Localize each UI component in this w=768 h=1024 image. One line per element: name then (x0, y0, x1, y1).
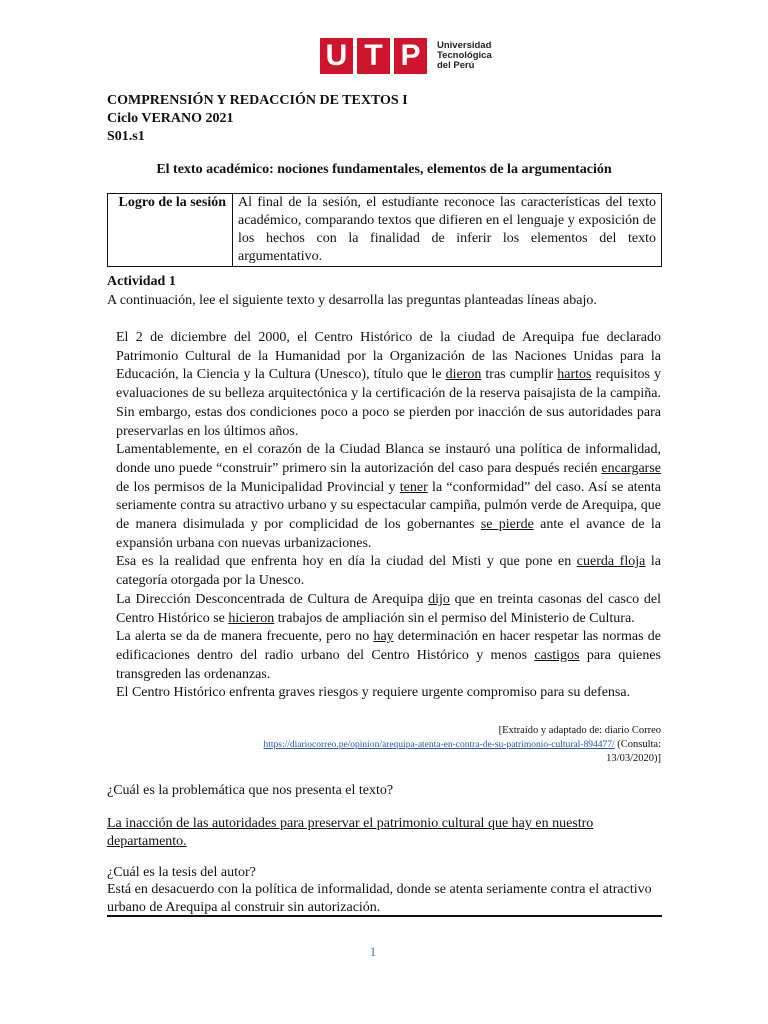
article-paragraph (116, 441, 661, 553)
logro-table (107, 193, 662, 267)
page-number: 1 (369, 944, 377, 959)
source-consulta: (Consulta: (614, 739, 661, 750)
text-segment: La alerta se da de manera frecuente, pero no (116, 629, 374, 645)
underlined-word: hay (373, 629, 394, 645)
article-paragraph (116, 329, 661, 441)
logo-wordmark (437, 41, 492, 71)
text-segment: Lamentablemente, en el corazón de la Ciudad Blanca se instauró una política de informalidad, donde uno puede “construir” primero sin la autorización del caso para después recién (116, 442, 661, 476)
logro-label: Logro de la sesión (108, 194, 233, 267)
course-title: COMPRENSIÓN Y REDACCIÓN DE TEXTOS I (107, 93, 408, 108)
text-segment: requisitos y evaluaciones de su belleza arquitectónica y la certificación de la reserva paisajista de la campiña. Sin embargo, estas dos condiciones poco a poco se pierden por inacción de sus autoridades para preservarlas en los últimos años. (116, 367, 661, 439)
logo-line-1: Universidad (437, 40, 492, 51)
source-citation (236, 724, 661, 766)
underlined-word: tener (399, 479, 428, 495)
logo-letter-p: P (394, 38, 427, 74)
activity-intro: A continuación, lee el siguiente texto y desarrolla las preguntas planteadas líneas abajo. (107, 293, 597, 308)
session-subtitle: El texto académico: nociones fundamentales, elementos de la argumentación (156, 162, 612, 177)
activity-title: Actividad 1 (107, 274, 176, 289)
text-segment: La Dirección Desconcentrada de Cultura de Arequipa (116, 591, 429, 607)
source-date: 13/03/2020)] (606, 753, 661, 764)
question-2: ¿Cuál es la tesis del autor? (107, 865, 256, 880)
text-segment: de los permisos de la Municipalidad Provincial y (116, 479, 400, 495)
course-cycle: Ciclo VERANO 2021 (107, 111, 234, 126)
logo-letter-t: T (357, 38, 390, 74)
article-paragraph (116, 684, 661, 703)
answer-divider (107, 915, 662, 917)
logro-row (108, 194, 662, 267)
underlined-word: hicieron (228, 610, 275, 626)
text-segment: que en treinta casonas del casco del Centro Histórico se (116, 591, 661, 626)
article-paragraph (116, 628, 661, 684)
source-link-line (236, 738, 661, 752)
source-link[interactable]: https://diariocorreo.pe/opinion/arequipa-atenta-en-contra-de-su-patrimonio-cultural-894477/ (263, 740, 615, 750)
underlined-word: se pierde (480, 517, 534, 533)
article-text (116, 329, 661, 703)
underlined-word: encargarse (601, 460, 661, 476)
text-segment: la “conformidad” del caso. Así se atenta seriamente contra su atractivo urbano y su espectacular campiña, pulmón verde de Arequipa, que de manera disimulada y por complicidad de los gobernantes (116, 479, 661, 533)
underlined-word: castigos (534, 647, 580, 663)
document-header (107, 92, 408, 146)
text-segment: la categoría otorgada por la Unesco. (116, 554, 661, 589)
text-segment: para quienes transgreden las ordenanzas. (116, 647, 661, 682)
text-segment: tras cumplir (481, 367, 558, 383)
underlined-word: dijo (428, 591, 450, 607)
logo-line-2: Tecnológica (437, 50, 492, 61)
answer-2: Está en desacuerdo con la política de informalidad, donde se atenta seriamente contra el atractivo urbano de Arequipa al construir sin autorización. (107, 882, 652, 915)
underlined-word: dieron (445, 367, 482, 383)
answer-1: La inacción de las autoridades para preservar el patrimonio cultural que hay en nuestro departamento. (107, 816, 594, 849)
logo-letters (320, 38, 431, 74)
text-segment: trabajos de ampliación sin el permiso del Ministerio de Cultura. (274, 610, 635, 626)
underlined-word: hartos (557, 367, 592, 383)
article-paragraph (116, 591, 661, 628)
underlined-word: cuerda floja (576, 554, 646, 570)
logo-line-3: del Perú (437, 60, 475, 71)
utp-logo (320, 38, 492, 74)
logo-letter-u: U (320, 38, 353, 74)
text-segment: El 2 de diciembre del 2000, el Centro Histórico de la ciudad de Arequipa fue declarado Patrimonio Cultural de la Humanidad por la Organización de las Naciones Unidas para la Educación, la Ciencia y la Cultura (Unesco), título que le (116, 330, 661, 383)
session-code: S01.s1 (107, 129, 145, 144)
text-segment: determinación en hacer respetar las normas de edificaciones dentro del radio urbano del Centro Histórico y menos (116, 629, 661, 663)
article-paragraph (116, 553, 661, 590)
text-segment: El Centro Histórico enfrenta graves riesgos y requiere urgente compromiso para su defensa. (116, 685, 631, 701)
text-segment: ante el avance de la expansión urbana con nuevas urbanizaciones. (116, 517, 661, 551)
source-line: [Extraído y adaptado de: diario Correo (498, 725, 661, 736)
logro-text: Al final de la sesión, el estudiante reconoce las características del texto académico, comparando textos que difieren en el lenguaje y exposición de los hechos con la finalidad de inferir los elementos del texto argumentativo. (233, 194, 662, 267)
text-segment: Esa es la realidad que enfrenta hoy en día la ciudad del Misti y que pone en (116, 554, 577, 570)
question-1: ¿Cuál es la problemática que nos presenta el texto? (107, 783, 394, 798)
